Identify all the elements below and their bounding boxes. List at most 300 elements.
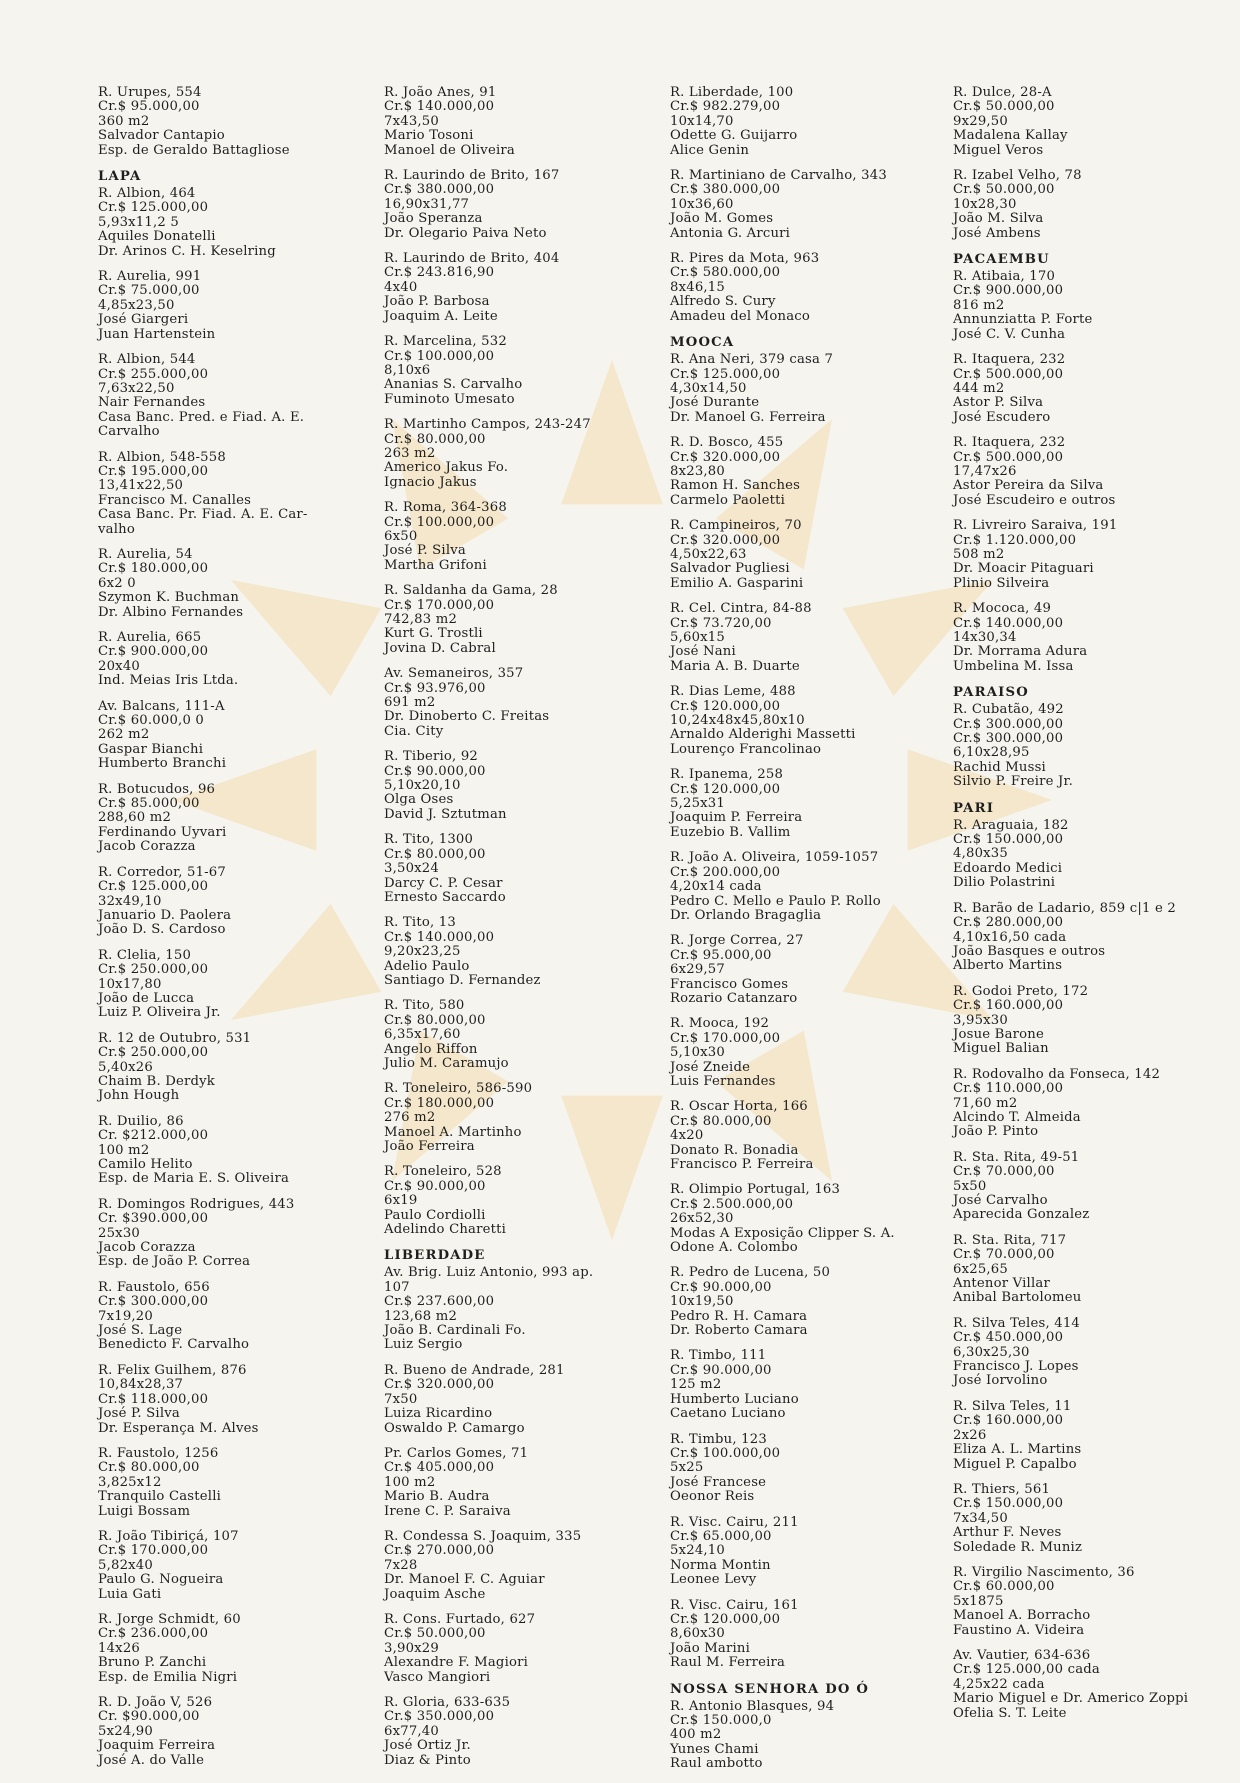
listing-entry	[98, 187, 360, 259]
entry-line: Paulo G. Nogueira	[98, 1572, 224, 1588]
entry-line: 5,10x30	[670, 1045, 725, 1061]
entry-line: Maria A. B. Duarte	[670, 658, 800, 674]
entry-line: Cr.$ 250.000,00	[98, 962, 209, 978]
entry-line: 263 m2	[384, 445, 436, 461]
entry-line: Madalena Kallay	[953, 128, 1068, 144]
entry-line: João Marini	[670, 1640, 751, 1656]
column-4	[953, 86, 1215, 1732]
entry-line: Adelindo Charetti	[384, 1222, 507, 1238]
listing-entry	[953, 703, 1215, 789]
entry-line: Cr.$ 900.000,00	[98, 644, 209, 660]
entry-line: Cr.$ 120.000,00	[670, 698, 781, 714]
entry-line: Cr.$ 90.000,00	[384, 1178, 486, 1194]
entry-line: R. João Tibiriçá, 107	[98, 1528, 239, 1544]
entry-line: Francisco M. Canalles	[98, 492, 252, 508]
entry-line: Av. Semaneiros, 357	[384, 666, 524, 682]
entry-line: 5,93x11,2 5	[98, 214, 179, 230]
entry-line: Dr. Morrama Adura	[953, 644, 1088, 660]
entry-line: Emilio A. Gasparini	[670, 575, 804, 591]
listing-entry	[98, 1115, 360, 1187]
entry-line: R. Dias Leme, 488	[670, 684, 796, 700]
listing-entry	[670, 602, 932, 674]
listing-entry	[670, 1266, 932, 1338]
entry-line: R. Bueno de Andrade, 281	[384, 1362, 565, 1378]
listing-entry	[98, 86, 360, 158]
entry-line: Bruno P. Zanchi	[98, 1655, 207, 1671]
section-heading: LIBERDADE	[384, 1248, 486, 1264]
entry-line: Cr.$ 270.000,00	[384, 1543, 495, 1559]
entry-line: Cr.$ 180.000,00	[98, 561, 209, 577]
entry-line: Dr. Arinos C. H. Keselring	[98, 243, 276, 259]
entry-line: 6x2 0	[98, 575, 136, 591]
entry-line: José Francese	[670, 1474, 767, 1490]
entry-line: Joaquim P. Ferreira	[670, 810, 803, 826]
section-heading: LAPA	[98, 169, 142, 185]
listing-entry	[384, 584, 646, 656]
entry-line: R. Cel. Cintra, 84-88	[670, 601, 812, 617]
entry-line: 26x52,30	[670, 1211, 734, 1227]
entry-line: 100 m2	[384, 1474, 436, 1490]
entry-line: R. Silva Teles, 11	[953, 1398, 1072, 1414]
entry-line: Aquiles Donatelli	[98, 229, 216, 245]
entry-line: Oeonor Reis	[670, 1489, 755, 1505]
entry-line: Av. Brig. Luiz Antonio, 993 ap.	[384, 1265, 594, 1281]
entry-line: Cr.$ 80.000,00	[384, 846, 486, 862]
entry-line: R. Faustolo, 1256	[98, 1445, 219, 1461]
listing-entry	[98, 700, 360, 772]
entry-line: R. João Anes, 91	[384, 85, 497, 100]
entry-line: Aparecida Gonzalez	[953, 1207, 1090, 1223]
entry-line: Cr.$ 100.000,00	[384, 348, 495, 364]
entry-line: Cr.$ 125.000,00 cada	[953, 1662, 1100, 1678]
entry-line: Leonee Levy	[670, 1572, 757, 1588]
entry-line: R. Olimpio Portugal, 163	[670, 1182, 841, 1198]
entry-line: Camilo Helito	[98, 1157, 193, 1172]
column-3	[670, 86, 932, 1783]
entry-line: Dr. Olegario Paiva Neto	[384, 225, 547, 241]
entry-line: 5,25x31	[670, 796, 725, 812]
entry-line: R. Martinho Campos, 243-247	[384, 417, 591, 433]
entry-line: 6,10x28,95	[953, 745, 1030, 761]
entry-line: 816 m2	[953, 297, 1005, 313]
entry-line: Cr.$ 110.000,00	[953, 1081, 1064, 1097]
entry-line: 3,825x12	[98, 1474, 162, 1490]
entry-line: João Basques e outros	[953, 943, 1106, 959]
entry-line: 5x25	[670, 1460, 704, 1476]
listing-entry	[384, 1165, 646, 1237]
entry-line: 125 m2	[670, 1377, 722, 1393]
entry-line: 7x43,50	[384, 113, 439, 129]
entry-line: Cr.$ 80.000,00	[98, 1460, 200, 1476]
listing-entry	[384, 1613, 646, 1685]
entry-line: Julio M. Caramujo	[384, 1055, 509, 1071]
entry-line: Arthur F. Neves	[953, 1525, 1062, 1541]
entry-line: R. Ana Neri, 379 casa 7	[670, 352, 834, 368]
entry-line: R. Barão de Ladario, 859 c|1 e 2	[953, 900, 1176, 916]
entry-line: Cr.$ 380.000,00	[384, 182, 495, 198]
entry-line: Paulo Cordiolli	[384, 1207, 486, 1223]
entry-line: Raul ambotto	[670, 1756, 763, 1772]
entry-line: Caetano Luciano	[670, 1406, 786, 1422]
entry-line: João B. Cardinali Fo.	[384, 1323, 526, 1339]
listing-entry	[670, 685, 932, 757]
entry-line: 5,60x15	[670, 630, 725, 645]
entry-line: Cr.$ 140.000,00	[384, 99, 495, 115]
entry-line: 10,84x28,37	[98, 1377, 184, 1393]
listing-entry	[98, 631, 360, 689]
entry-line: R. Itaquera, 232	[953, 352, 1066, 368]
entry-line: 400 m2	[670, 1727, 722, 1743]
entry-line: R. Roma, 364-368	[384, 500, 507, 516]
entry-line: José A. do Valle	[98, 1752, 205, 1768]
entry-line: 7,63x22,50	[98, 380, 175, 396]
entry-line: 288,60 m2	[98, 810, 172, 826]
entry-line: Edoardo Medici	[953, 860, 1063, 876]
entry-line: 17,47x26	[953, 463, 1017, 479]
entry-line: R. Virgilio Nascimento, 36	[953, 1564, 1135, 1580]
entry-line: 7x34,50	[953, 1510, 1008, 1526]
entry-line: Cr.$ 320.000,00	[670, 449, 781, 465]
entry-line: 4,25x22 cada	[953, 1676, 1045, 1692]
entry-line: Cr.$ 80.000,00	[670, 1113, 772, 1129]
entry-line: 691 m2	[384, 695, 436, 711]
listing-entry	[98, 1613, 360, 1685]
listing-entry	[384, 916, 646, 988]
entry-line: Dr. Dinoberto C. Freitas	[384, 709, 550, 725]
entry-line: Mario Miguel e Dr. Americo Zoppi	[953, 1691, 1189, 1707]
entry-line: R. 12 de Outubro, 531	[98, 1030, 252, 1046]
section-heading: NOSSA SENHORA DO Ó	[670, 1681, 870, 1697]
entry-line: Cr.$ 80.000,00	[384, 431, 486, 447]
entry-line: Cr.$ 170.000,00	[670, 1030, 781, 1046]
entry-line: 4,20x14 cada	[670, 879, 762, 895]
entry-line: 8,60x30	[670, 1626, 725, 1642]
entry-line: Cr.$ 50.000,00	[384, 1626, 486, 1642]
entry-line: R. Ipanema, 258	[670, 767, 784, 783]
entry-line: R. Martiniano de Carvalho, 343	[670, 168, 887, 184]
entry-line: Cr.$ 350.000,00	[384, 1709, 495, 1725]
entry-line: Euzebio B. Vallim	[670, 824, 791, 840]
entry-line: Americo Jakus Fo.	[384, 460, 509, 476]
entry-line: José C. V. Cunha	[953, 326, 1066, 342]
entry-line: R. Izabel Velho, 78	[953, 168, 1082, 184]
entry-line: 107	[384, 1279, 410, 1295]
entry-line: Cr.$ 250.000,00	[98, 1045, 209, 1061]
entry-line: Cr.$ 237.600,00	[384, 1294, 495, 1310]
entry-line: 6x77,40	[384, 1723, 439, 1739]
entry-line: Casa Banc. Pred. e Fiad. A. E.	[98, 409, 305, 425]
entry-line: 5x24,10	[670, 1543, 725, 1559]
listing-entry	[670, 1349, 932, 1421]
entry-line: R. Tiberio, 92	[384, 749, 478, 765]
entry-line: José Nani	[670, 644, 736, 660]
entry-line: Cr.$ 60.000,0 0	[98, 713, 205, 729]
entry-line: Darcy C. P. Cesar	[384, 875, 503, 891]
entry-line: Cr.$ 300.000,00	[953, 731, 1064, 747]
entry-line: Alice Genin	[670, 142, 750, 158]
entry-line: Rachid Mussi	[953, 759, 1046, 775]
entry-line: R. Visc. Cairu, 161	[670, 1597, 799, 1613]
entry-line: R. Tito, 580	[384, 998, 465, 1014]
listing-entry	[384, 1530, 646, 1602]
entry-line: 16,90x31,77	[384, 196, 470, 212]
listing-entry	[384, 335, 646, 407]
column-1	[98, 86, 360, 1779]
entry-line: R. Araguaia, 182	[953, 817, 1069, 833]
entry-line: Dr. Esperança M. Alves	[98, 1420, 259, 1436]
entry-line: Silvio P. Freire Jr.	[953, 774, 1073, 790]
entry-line: R. Jorge Schmidt, 60	[98, 1611, 241, 1627]
entry-line: Cr.$ 500.000,00	[953, 366, 1064, 382]
entry-line: 6,30x25,30	[953, 1344, 1030, 1360]
entry-line: Cr.$ 80.000,00	[384, 1012, 486, 1028]
listing-entry	[98, 1447, 360, 1519]
entry-line: Cr.$ 50.000,00	[953, 99, 1055, 115]
entry-line: Cr.$ 140.000,00	[384, 929, 495, 945]
entry-line: R. Aurelia, 665	[98, 630, 202, 645]
entry-line: Cr.$ 95.000,00	[670, 947, 772, 963]
entry-line: Salvador Pugliesi	[670, 561, 790, 577]
entry-line: Anibal Bartolomeu	[953, 1290, 1082, 1306]
entry-line: R. Botucudos, 96	[98, 781, 216, 797]
listing-entry	[98, 353, 360, 439]
entry-line: Pedro R. H. Camara	[670, 1308, 808, 1324]
entry-line: Cr.$ 150.000,0	[670, 1713, 772, 1728]
listing-entry	[953, 169, 1215, 241]
listing-entry	[670, 86, 932, 158]
entry-line: Alberto Martins	[953, 958, 1063, 974]
entry-line: R. Felix Guilhem, 876	[98, 1362, 247, 1378]
entry-line: 5x24,90	[98, 1723, 153, 1739]
entry-line: Cr.$ 1.120.000,00	[953, 532, 1077, 548]
entry-line: 20x40	[98, 658, 140, 674]
entry-line: 5x1875	[953, 1593, 1004, 1609]
entry-line: Cr.$ 255.000,00	[98, 366, 209, 382]
entry-line: R. Pedro de Lucena, 50	[670, 1265, 831, 1281]
entry-line: Dr. Moacir Pitaguari	[953, 561, 1094, 577]
listing-entry	[953, 436, 1215, 508]
entry-line: Amadeu del Monaco	[670, 308, 811, 324]
entry-line: Norma Montin	[670, 1557, 771, 1573]
entry-line: Cia. City	[384, 723, 444, 739]
entry-line: Donato R. Bonadia	[670, 1142, 799, 1158]
entry-line: Cr.$ 982.279,00	[670, 99, 781, 115]
listing-entry	[98, 548, 360, 620]
entry-line: Cr.$ 160.000,00	[953, 998, 1064, 1014]
entry-line: Mario Tosoni	[384, 128, 474, 144]
listing-entry	[670, 1599, 932, 1671]
entry-line: R. Laurindo de Brito, 404	[384, 251, 560, 267]
listing-entry	[384, 418, 646, 490]
entry-line: Arnaldo Alderighi Massetti	[670, 727, 856, 743]
entry-line: Esp. de Maria E. S. Oliveira	[98, 1171, 290, 1187]
section-heading: MOOCA	[670, 335, 735, 351]
entry-line: Alcindo T. Almeida	[953, 1109, 1081, 1125]
entry-line: Tranquilo Castelli	[98, 1489, 222, 1505]
entry-line: R. Timbo, 111	[670, 1348, 767, 1364]
entry-line: Rozario Catanzaro	[670, 990, 798, 1006]
entry-line: Pedro C. Mello e Paulo P. Rollo	[670, 893, 881, 909]
entry-line: Chaim B. Derdyk	[98, 1073, 215, 1089]
entry-line: Vasco Mangiori	[384, 1669, 491, 1685]
entry-line: Miguel P. Capalbo	[953, 1456, 1077, 1472]
listing-entry	[670, 519, 932, 591]
entry-line: Martha Grifoni	[384, 557, 487, 573]
entry-line: 7x50	[384, 1391, 418, 1407]
listing-entry	[953, 1649, 1215, 1721]
entry-line: Umbelina M. Issa	[953, 658, 1074, 674]
entry-line: Av. Vautier, 634-636	[953, 1647, 1091, 1663]
entry-line: 6x25,65	[953, 1261, 1008, 1277]
entry-line: Cr.$ 100.000,00	[670, 1445, 781, 1461]
listing-entry	[670, 1516, 932, 1588]
listing-entry	[953, 270, 1215, 342]
entry-line: Francisco P. Ferreira	[670, 1157, 814, 1172]
listing-entry	[953, 1483, 1215, 1555]
entry-line: Benedicto F. Carvalho	[98, 1337, 250, 1353]
entry-line: Cr.$ 300.000,00	[953, 716, 1064, 732]
entry-line: R. D. Bosco, 455	[670, 435, 784, 451]
listing-entry	[384, 1364, 646, 1436]
entry-line: Dr. Manoel F. C. Aguiar	[384, 1572, 545, 1588]
entry-line: Faustino A. Videira	[953, 1622, 1085, 1638]
entry-line: José Escudeiro e outros	[953, 492, 1116, 508]
listing-entry	[98, 451, 360, 537]
entry-line: R. Aurelia, 991	[98, 269, 202, 285]
entry-line: Astor P. Silva	[953, 395, 1044, 411]
entry-line: R. Sta. Rita, 717	[953, 1232, 1067, 1248]
entry-line: R. João A. Oliveira, 1059-1057	[670, 850, 879, 866]
entry-line: 9x29,50	[953, 113, 1008, 129]
entry-line: José P. Silva	[98, 1406, 180, 1422]
entry-line: Cr.$ 195.000,00	[98, 463, 209, 479]
entry-line: Raul M. Ferreira	[670, 1655, 786, 1671]
listing-entry	[98, 1198, 360, 1270]
entry-line: Miguel Balian	[953, 1041, 1049, 1057]
entry-line: R. Saldanha da Gama, 28	[384, 583, 558, 599]
entry-line: 10x19,50	[670, 1294, 734, 1310]
listing-entry	[953, 1566, 1215, 1638]
listing-entry	[670, 252, 932, 324]
listing-entry	[670, 353, 932, 425]
entry-line: Angelo Riffon	[384, 1041, 478, 1057]
entry-line: 8x23,80	[670, 463, 725, 479]
entry-line: Humberto Luciano	[670, 1391, 799, 1407]
entry-line: Jacob Corazza	[98, 1240, 196, 1256]
entry-line: Cr.$ 405.000,00	[384, 1460, 495, 1476]
entry-line: Plinio Silveira	[953, 575, 1050, 591]
listing-entry	[98, 1696, 360, 1768]
entry-line: 6x19	[384, 1193, 418, 1209]
listing-entry	[670, 436, 932, 508]
entry-line: 2x26	[953, 1427, 987, 1443]
listing-entry	[953, 902, 1215, 974]
entry-line: Cr. $212.000,00	[98, 1128, 209, 1144]
entry-line: 25x30	[98, 1225, 140, 1241]
entry-line: 100 m2	[98, 1142, 150, 1158]
entry-line: R. Mooca, 192	[670, 1016, 770, 1032]
entry-line: 276 m2	[384, 1110, 436, 1126]
entry-line: Kurt G. Trostli	[384, 626, 483, 642]
entry-line: José P. Silva	[384, 543, 466, 559]
entry-line: Alfredo S. Cury	[670, 294, 776, 310]
entry-line: Esp. de Emilia Nigri	[98, 1669, 238, 1685]
entry-line: Cr.$ 125.000,00	[98, 200, 209, 216]
entry-line: R. D. João V, 526	[98, 1695, 213, 1710]
entry-line: José Carvalho	[953, 1193, 1048, 1208]
entry-line: João D. S. Cardoso	[98, 922, 226, 938]
entry-line: Cr.$ 140.000,00	[953, 615, 1064, 631]
entry-line: 9,20x23,25	[384, 944, 461, 960]
entry-line: R. Cons. Furtado, 627	[384, 1611, 536, 1627]
entry-line: Jacob Corazza	[98, 839, 196, 855]
entry-line: Cr.$ 93.976,00	[384, 680, 486, 696]
listing-entry	[384, 1447, 646, 1519]
entry-line: Cr.$ 125.000,00	[98, 879, 209, 895]
entry-line: Joaquim Asche	[384, 1586, 486, 1602]
entry-line: R. Condessa S. Joaquim, 335	[384, 1528, 582, 1544]
entry-line: 14x30,34	[953, 630, 1017, 645]
entry-line: R. Timbu, 123	[670, 1431, 767, 1447]
entry-line: Ramon H. Sanches	[670, 478, 801, 494]
entry-line: 5,40x26	[98, 1059, 153, 1075]
entry-line: Cr.$ 180.000,00	[384, 1095, 495, 1111]
entry-line: 123,68 m2	[384, 1308, 458, 1324]
entry-line: 6x29,57	[670, 962, 725, 978]
entry-line: R. Visc. Cairu, 211	[670, 1514, 799, 1530]
entry-line: R. Duilio, 86	[98, 1113, 184, 1129]
entry-line: Manoel A. Borracho	[953, 1608, 1091, 1624]
entry-line: 7x19,20	[98, 1308, 153, 1324]
section-heading: PACAEMBU	[953, 252, 1050, 268]
listing-entry	[953, 1068, 1215, 1140]
listing-entry	[670, 851, 932, 923]
entry-line: Cr.$ 120.000,00	[670, 1611, 781, 1627]
listing-entry	[98, 866, 360, 938]
entry-line: Cr.$ 200.000,00	[670, 864, 781, 880]
entry-line: 10x36,60	[670, 196, 734, 212]
entry-line: 7x28	[384, 1557, 418, 1573]
entry-line: José Iorvolino	[953, 1373, 1048, 1389]
entry-line: Fuminoto Umesato	[384, 391, 515, 407]
entry-line: Gaspar Bianchi	[98, 741, 204, 757]
entry-line: 8,10x6	[384, 362, 431, 378]
entry-line: Cr.$ 236.000,00	[98, 1626, 209, 1642]
entry-line: Carmelo Paoletti	[670, 492, 786, 508]
listing-entry	[384, 1696, 646, 1768]
entry-line: 4,80x35	[953, 846, 1008, 862]
entry-line: Ofelia S. T. Leite	[953, 1705, 1067, 1721]
entry-line: R. Tito, 1300	[384, 832, 474, 848]
entry-line: Luiza Ricardino	[384, 1406, 493, 1422]
listing-entry	[384, 1082, 646, 1154]
entry-line: Cr.$ 60.000,00	[953, 1579, 1055, 1595]
entry-line: João Ferreira	[384, 1139, 475, 1154]
entry-line: Cr.$ 90.000,00	[384, 763, 486, 779]
entry-line: Cr.$ 65.000,00	[670, 1528, 772, 1544]
listing-entry	[98, 1281, 360, 1353]
entry-line: R. Marcelina, 532	[384, 334, 507, 350]
entry-line: Salvador Cantapio	[98, 128, 225, 144]
entry-line: Esp. de Geraldo Battagliose	[98, 142, 290, 158]
entry-line: Luis Fernandes	[670, 1073, 776, 1089]
entry-line: R. Pires da Mota, 963	[670, 251, 820, 267]
entry-line: Joaquim A. Leite	[384, 308, 498, 324]
entry-line: Cr.$ 100.000,00	[384, 514, 495, 530]
entry-line: Humberto Branchi	[98, 756, 227, 772]
entry-line: Diaz & Pinto	[384, 1752, 471, 1768]
listing-entry	[98, 1530, 360, 1602]
